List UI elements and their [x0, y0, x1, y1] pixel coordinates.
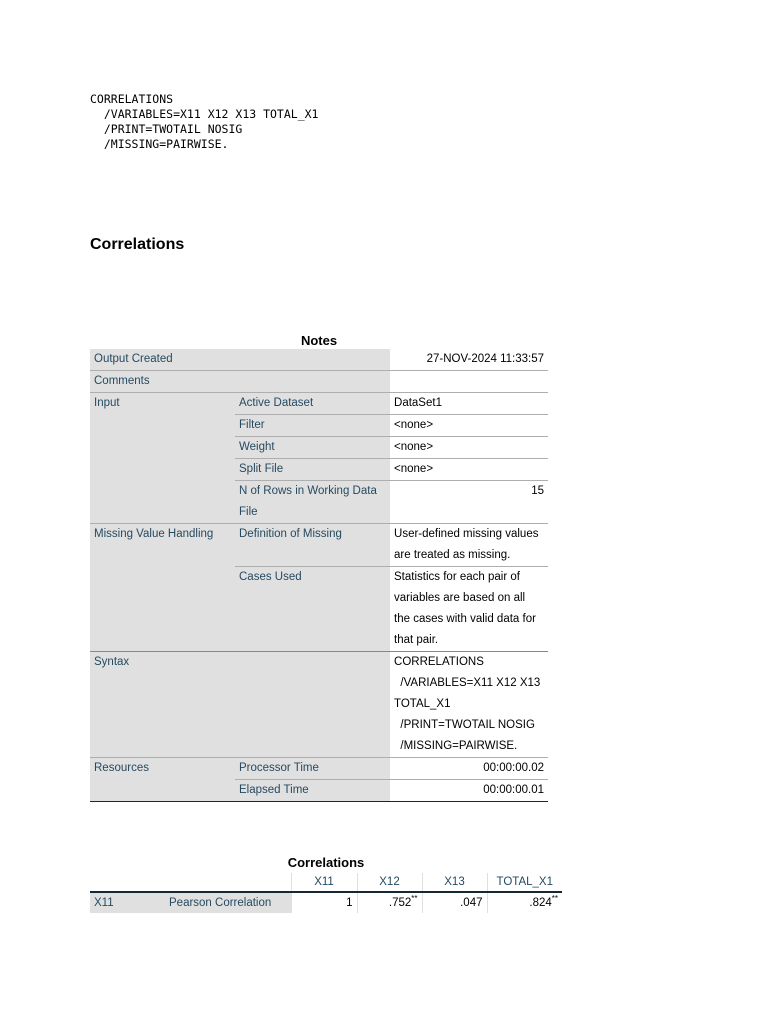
- notes-syntax-line: /PRINT=TWOTAIL NOSIG: [394, 719, 535, 731]
- notes-row: [90, 349, 548, 371]
- cell-value: [291, 892, 357, 913]
- significance-mark: **: [411, 894, 418, 904]
- notes-row-label: Filter: [235, 415, 390, 437]
- notes-value: 27-NOV-2024 11:33:57: [390, 349, 548, 371]
- cell-number: 1: [346, 897, 353, 909]
- column-header: X13: [422, 873, 487, 892]
- notes-row-label: Active Dataset: [235, 393, 390, 415]
- notes-row-label: Comments: [90, 371, 390, 393]
- notes-row: [90, 652, 548, 758]
- syntax-line: /PRINT=TWOTAIL NOSIG: [90, 122, 243, 136]
- notes-table: [90, 349, 548, 802]
- syntax-block: [90, 92, 318, 152]
- column-header: TOTAL_X1: [487, 873, 562, 892]
- section-heading: Correlations: [90, 236, 185, 253]
- notes-syntax-value: [390, 652, 548, 758]
- notes-row-label: Elapsed Time: [235, 780, 390, 802]
- cell-value: [357, 892, 422, 913]
- notes-value: <none>: [390, 437, 548, 459]
- header-blank: [90, 873, 165, 892]
- syntax-line: CORRELATIONS: [90, 92, 174, 106]
- column-header: X12: [357, 873, 422, 892]
- notes-value: <none>: [390, 459, 548, 481]
- notes-row: [90, 758, 548, 780]
- notes-row-label: Weight: [235, 437, 390, 459]
- notes-value: [390, 371, 548, 393]
- notes-value: <none>: [390, 415, 548, 437]
- notes-row-label: Cases Used: [235, 567, 390, 652]
- notes-syntax-line: /VARIABLES=X11 X12 X13: [394, 677, 541, 689]
- cell-number: .047: [460, 897, 483, 909]
- cell-value: [422, 892, 487, 913]
- header-blank: [165, 873, 291, 892]
- notes-value: 00:00:00.02: [390, 758, 548, 780]
- notes-syntax-line: TOTAL_X1: [394, 698, 451, 710]
- cell-number: .824: [529, 897, 552, 909]
- cell-value: [487, 892, 562, 913]
- table-row: [90, 892, 562, 913]
- row-variable: X11: [90, 892, 165, 913]
- notes-row-label: Definition of Missing: [235, 524, 390, 567]
- cell-number: .752: [388, 897, 412, 909]
- correlations-table: [90, 873, 562, 913]
- significance-mark: **: [551, 894, 558, 904]
- notes-row-label: Syntax: [90, 652, 390, 758]
- notes-value: 00:00:00.01: [390, 780, 548, 802]
- notes-value: User-defined missing values are treated as missing.: [390, 524, 548, 567]
- notes-row: [90, 393, 548, 415]
- syntax-line: /VARIABLES=X11 X12 X13 TOTAL_X1: [90, 107, 319, 121]
- notes-row: [90, 524, 548, 567]
- notes-group-label: Missing Value Handling: [90, 524, 235, 652]
- column-header: X11: [291, 873, 357, 892]
- correlations-table-title: Correlations: [287, 855, 365, 870]
- notes-row-label: Output Created: [90, 349, 390, 371]
- notes-group-label: Resources: [90, 758, 235, 802]
- notes-row-label: Split File: [235, 459, 390, 481]
- syntax-line: /MISSING=PAIRWISE.: [90, 137, 229, 151]
- notes-table-title: Notes: [300, 333, 338, 348]
- notes-syntax-line: /MISSING=PAIRWISE.: [394, 740, 518, 752]
- notes-syntax-line: CORRELATIONS: [394, 656, 484, 668]
- notes-group-label: Input: [90, 393, 235, 524]
- notes-value: Statistics for each pair of variables are based on all the cases with valid data for that pair.: [390, 567, 548, 652]
- notes-row-label: Processor Time: [235, 758, 390, 780]
- notes-row-label: N of Rows in Working Data File: [235, 481, 390, 524]
- correlations-header-row: [90, 873, 562, 892]
- notes-row: [90, 371, 548, 393]
- notes-value: 15: [390, 481, 548, 524]
- row-statistic: Pearson Correlation: [165, 892, 291, 913]
- notes-value: DataSet1: [390, 393, 548, 415]
